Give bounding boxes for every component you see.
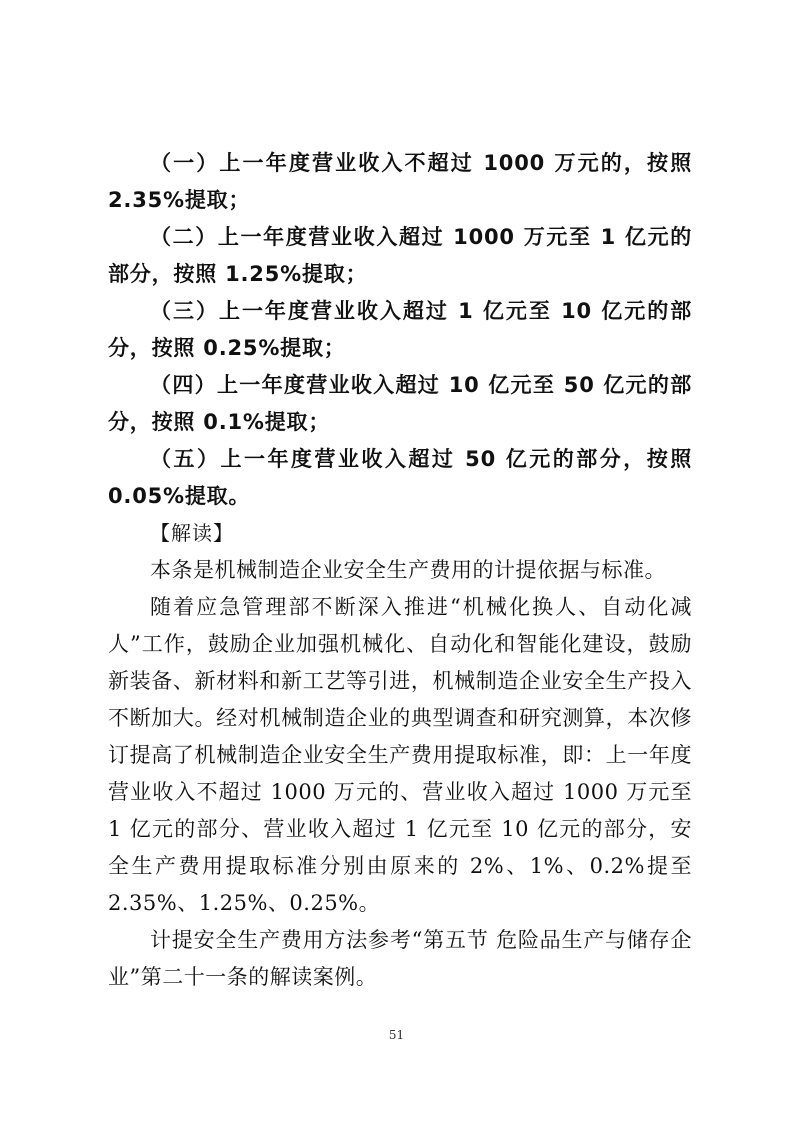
clause-3: （三）上一年度营业收入超过 1 亿元至 10 亿元的部分，按照 0.25%提取； xyxy=(108,299,692,360)
clause-2: （二）上一年度营业收入超过 1000 万元至 1 亿元的部分，按照 1.25%提取； xyxy=(108,225,692,286)
paragraph-summary: 本条是机械制造企业安全生产费用的计提依据与标准。 xyxy=(150,558,666,582)
page-content xyxy=(108,145,692,996)
clause-4: （四）上一年度营业收入超过 10 亿元至 50 亿元的部分，按照 0.1%提取； xyxy=(108,373,692,434)
clause-5: （五）上一年度营业收入超过 50 亿元的部分，按照 0.05%提取。 xyxy=(108,447,692,508)
paragraph-explanation: 随着应急管理部不断深入推进“机械化换人、自动化减人”工作，鼓励企业加强机械化、自动化和智能化建设，鼓励新装备、新材料和新工艺等引进，机械制造企业安全生产投入不断加大。经对机械制造企业的典型调查和研究测算，本次修订提高了机械制造企业安全生产费用提取标准，即：上一年度营业收入不超过 1000 万元的、营业收入超过 1000 万元至 1 亿元的部分、营业收入超过 1 亿元至 10 亿元的部分，安全生产费用提取标准分别由原来的 2%、1%、0.2%提至 2.35%、1.25%、0.25%。 xyxy=(108,595,692,915)
clause-1: （一）上一年度营业收入不超过 1000 万元的，按照 2.35%提取； xyxy=(108,151,692,212)
interpretation-heading: 【解读】 xyxy=(150,521,234,545)
paragraph-reference: 计提安全生产费用方法参考“第五节 危险品生产与储存企业”第二十一条的解读案例。 xyxy=(108,928,692,989)
page-number: 51 xyxy=(388,1028,405,1042)
